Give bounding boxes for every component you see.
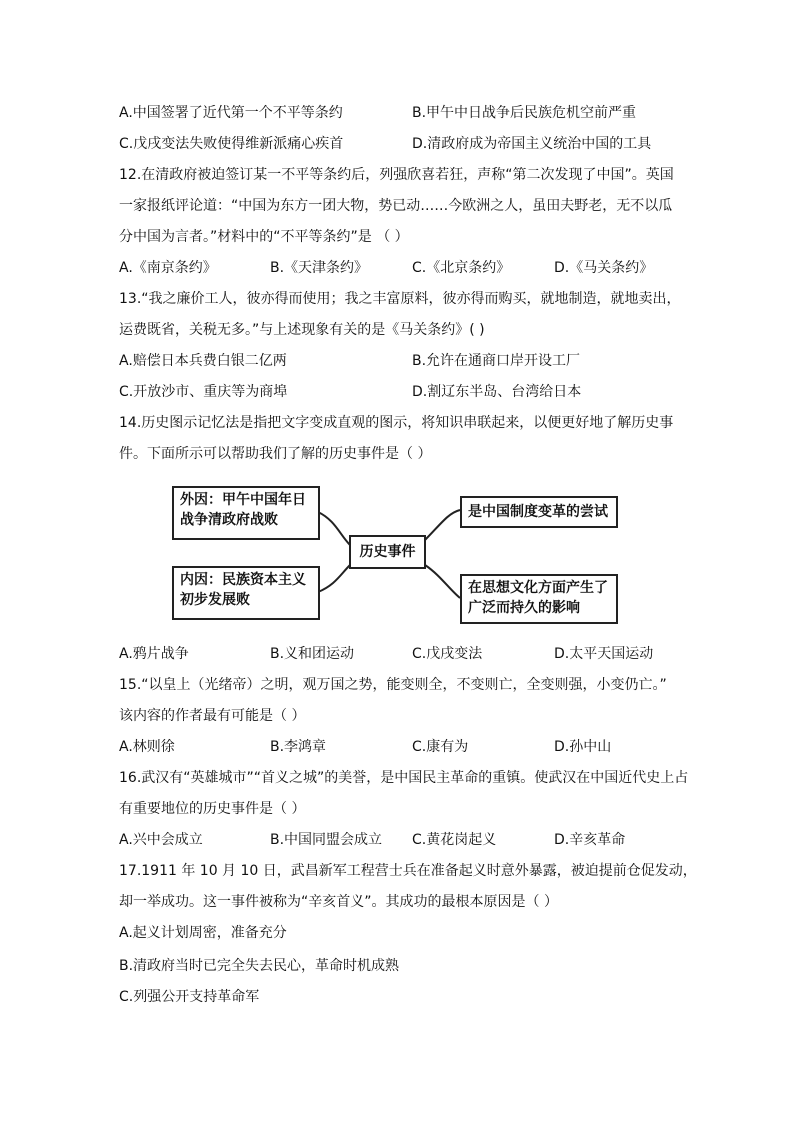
connector-top-left [318, 512, 350, 545]
q14-stem-line-2: 件。下面所示可以帮助我们了解的历史事件是（ ） [119, 446, 432, 462]
q13-option-d: D.割辽东半岛、台湾给日本 [412, 384, 582, 400]
center-label: 历史事件 [359, 544, 416, 560]
q16-stem-line-2: 有重要地位的历史事件是（ ） [119, 801, 306, 817]
q15-option-b: B.李鸿章 [270, 739, 327, 755]
q14-option-d: D.太平天国运动 [554, 646, 654, 662]
connector-bottom-left [318, 565, 350, 592]
q13-option-a: A.赔偿日本兵费白银二亿两 [119, 353, 287, 369]
q13-option-b: B.允许在通商口岸开设工厂 [412, 353, 581, 369]
cultural-influence-line-1: 在思想文化方面产生了 [468, 580, 608, 596]
internal-cause-line-1: 内因：民族资本主义 [180, 572, 306, 588]
diagram-box-internal-cause [172, 566, 320, 620]
q12-option-a: A.《南京条约》 [119, 260, 217, 276]
q15-option-c: C.康有为 [412, 739, 469, 755]
q11-option-d: D.清政府成为帝国主义统治中国的工具 [412, 136, 652, 152]
external-cause-line-1: 外因：甲午中国年日 [180, 492, 306, 508]
q12-option-d: D.《马关条约》 [554, 260, 654, 276]
cultural-influence-line-2: 广泛而持久的影响 [468, 600, 580, 616]
q14-option-a: A.鸦片战争 [119, 646, 189, 662]
q17-option-a: A.起义计划周密，准备充分 [119, 925, 287, 941]
q15-option-d: D.孙中山 [554, 739, 612, 755]
diagram-center-box [349, 535, 426, 569]
q17-stem-line-1: 17.1911 年 10 月 10 日，武昌新军工程营士兵在准备起义时意外暴露，被迫提前仓促发动， [119, 863, 697, 879]
connector-bottom-right [425, 565, 460, 598]
q13-stem-line-2: 运费既省，关税无多。”与上述现象有关的是《马关条约》( ) [119, 322, 485, 338]
q15-stem-line-2: 该内容的作者最有可能是（ ） [119, 708, 306, 724]
q14-option-c: C.戊戌变法 [412, 646, 483, 662]
diagram-box-external-cause [172, 486, 320, 540]
q11-option-b: B.甲午中日战争后民族危机空前严重 [412, 105, 637, 121]
q16-option-b: B.中国同盟会成立 [270, 832, 383, 848]
q17-stem-line-2: 却一举成功。这一事件被称为“辛亥首义”。其成功的最根本原因是（ ） [119, 894, 558, 910]
q16-option-c: C.黄花岗起义 [412, 832, 497, 848]
external-cause-line-2: 战争清政府战败 [180, 512, 278, 528]
q16-option-a: A.兴中会成立 [119, 832, 203, 848]
diagram-box-institutional-reform [460, 496, 618, 528]
q11-option-a: A.中国签署了近代第一个不平等条约 [119, 105, 343, 121]
q17-option-c: C.列强公开支持革命军 [119, 989, 260, 1005]
q13-stem-line-1: 13.“我之廉价工人，彼亦得而使用；我之丰富原料，彼亦得而购买，就地制造，就地卖出， [119, 291, 681, 307]
institutional-reform-label: 是中国制度变革的尝试 [468, 504, 608, 520]
internal-cause-line-2: 初步发展败 [180, 592, 250, 608]
diagram-box-cultural-influence [460, 574, 618, 624]
connector-top-right [425, 510, 460, 540]
q14-option-b: B.义和团运动 [270, 646, 355, 662]
q12-option-b: B.《天津条约》 [270, 260, 369, 276]
q16-stem-line-1: 16.武汉有“英雄城市”“首义之城”的美誉，是中国民主革命的重镇。使武汉在中国近代史上占 [119, 770, 689, 786]
q11-option-c: C.戊戌变法失败使得维新派痛心疾首 [119, 136, 344, 152]
q12-stem-line-2: 一家报纸评论道：“中国为东方一团大物，势已动……今欧洲之人，虽田夫野老，无不以瓜 [119, 198, 673, 214]
q12-option-c: C.《北京条约》 [412, 260, 511, 276]
q17-option-b: B.清政府当时已完全失去民心，革命时机成熟 [119, 958, 400, 974]
q14-stem-line-1: 14.历史图示记忆法是指把文字变成直观的图示，将知识串联起来，以便更好地了解历史事 [119, 415, 674, 431]
q12-stem-line-1: 12.在清政府被迫签订某一不平等条约后，列强欣喜若狂，声称“第二次发现了中国”。英国 [119, 167, 674, 183]
q12-stem-line-3: 分中国为言者。”材料中的“不平等条约”是 （ ） [119, 229, 409, 245]
q15-option-a: A.林则徐 [119, 739, 175, 755]
q13-option-c: C.开放沙市、重庆等为商埠 [119, 384, 288, 400]
q15-stem-line-1: 15.“以皇上（光绪帝）之明，观万国之势，能变则全，不变则亡，全变则强，小变仍亡。” [119, 677, 667, 693]
q16-option-d: D.辛亥革命 [554, 832, 626, 848]
